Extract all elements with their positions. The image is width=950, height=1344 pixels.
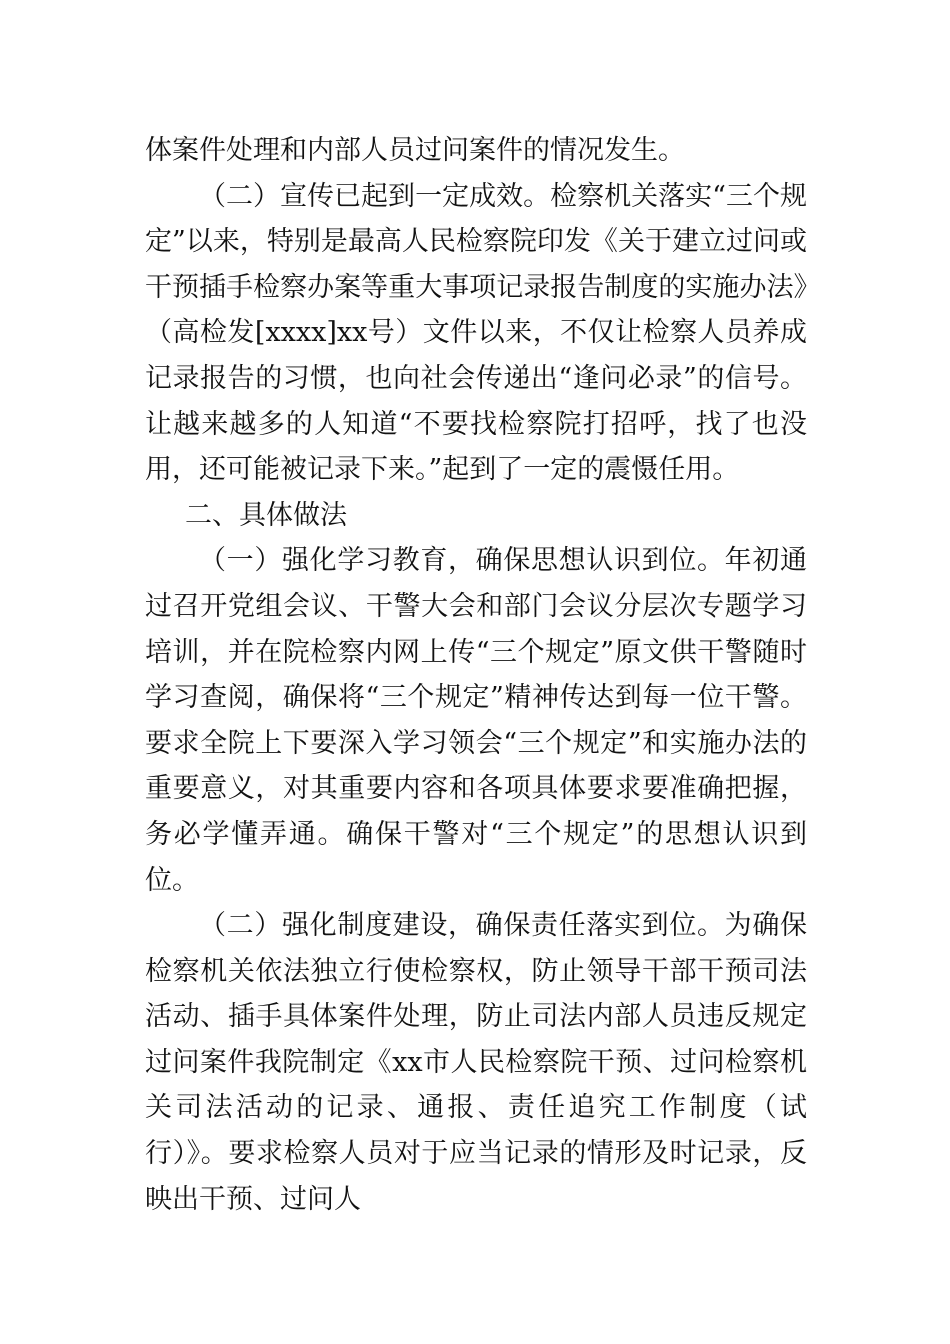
paragraph-continuation: 体案件处理和内部人员过问案件的情况发生。 — [145, 135, 685, 166]
paragraph-study-education: （一）强化学习教育，确保思想认识到位。年初通过召开党组会议、干警大会和部门会议分层次专题学习培训，并在院检察内网上传“三个规定”原文供干警随时学习查阅，确保将“三个规定”精神传达到每一位干警。要求全院上下要深入学习领会“三个规定”和实施办法的重要意义，对其重要内容和各项具体要求要准确把握，务必学懂弄通。确保干警对“三个规定”的思想认识到位。 — [145, 545, 807, 896]
paragraph-system-building: （二）强化制度建设，确保责任落实到位。为确保检察机关依法独立行使检察权，防止领导干部干预司法活动、插手具体案件处理，防止司法内部人员违反规定过问案件我院制定《xx市人民检察院干预、过问检察机关司法活动的记录、通报、责任追究工作制度（试行）》。要求检察人员对于应当记录的情形及时记录，反映出干预、过问人 — [145, 910, 807, 1215]
paragraph-publicity-effect: （二）宣传已起到一定成效。检察机关落实“三个规定”以来，特别是最高人民检察院印发《关于建立过问或干预插手检察办案等重大事项记录报告制度的实施办法》（高检发[xxxx]xx号）文件以来，不仅让检察人员养成记录报告的习惯，也向社会传递出“逢问必录”的信号。让越来越多的人知道“不要找检察院打招呼，找了也没用，还可能被记录下来。”起到了一定的震慑任用。 — [145, 180, 807, 486]
section-heading-practices: 二、具体做法 — [185, 499, 347, 531]
document-body — [145, 128, 807, 1222]
